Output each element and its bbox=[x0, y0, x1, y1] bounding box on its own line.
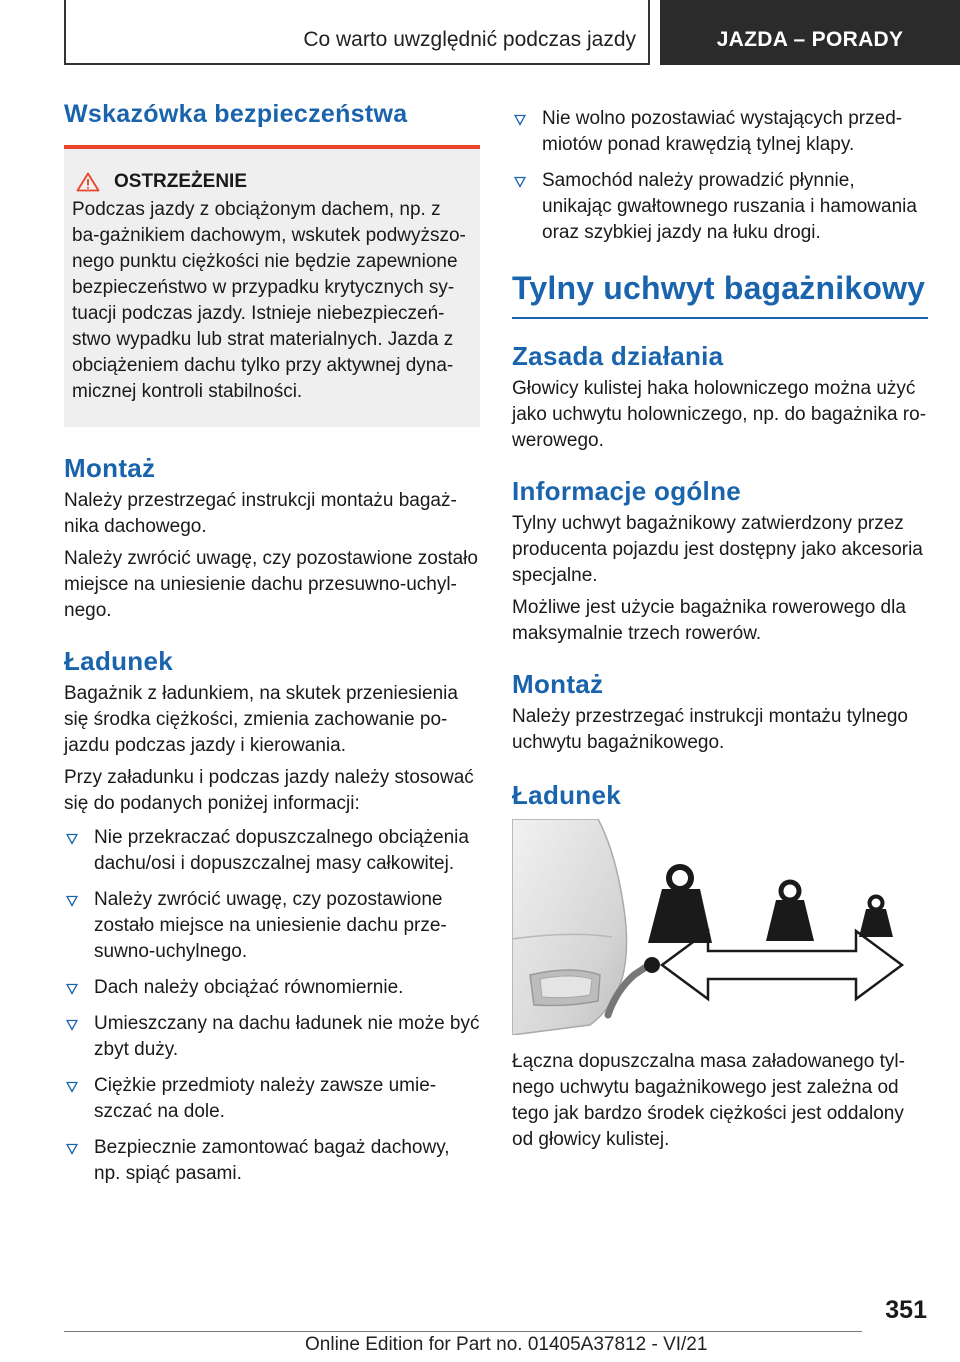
bullet-triangle-icon bbox=[66, 1143, 78, 1155]
load-illustration bbox=[512, 819, 928, 1035]
weight-large-icon bbox=[648, 867, 712, 943]
bullet-triangle-icon bbox=[66, 895, 78, 907]
warning-label: OSTRZEŻENIE bbox=[114, 171, 248, 192]
footer-divider bbox=[64, 1331, 862, 1332]
load-paragraph-right: Łączna dopuszczalna masa załadowanego tyl-nego uchwytu bagażnikowego jest zależna od tego jak bardzo środek ciężkości jest oddalony od głowicy kulistej. bbox=[512, 1051, 905, 1150]
bullet-triangle-icon bbox=[66, 833, 78, 845]
load-title-right: Ładunek bbox=[512, 780, 622, 810]
warning-header bbox=[72, 171, 470, 193]
list-item: Bezpiecznie zamontować bagaż dachowy, np. spiąć pasami. bbox=[64, 1135, 480, 1187]
load-title-left: Ładunek bbox=[64, 646, 174, 676]
list-item: Nie przekraczać dopuszczalnego obciążenia dachu/osi i dopuszczalnej masy całkowitej. bbox=[64, 825, 480, 877]
general-paragraph-2: Możliwe jest użycie bagażnika rowerowego dla maksymalnie trzech rowerów. bbox=[512, 597, 906, 644]
car-bumper-image bbox=[512, 819, 660, 1035]
chapter-title: Co warto uwzględnić podczas jazdy bbox=[303, 28, 636, 51]
list-item: Należy zwrócić uwagę, czy pozostawione zostało miejsce na uniesienie dachu prze-suwno-uchylnego. bbox=[64, 887, 480, 965]
weight-small-icon bbox=[859, 897, 893, 938]
right-column bbox=[512, 100, 928, 1159]
bullet-triangle-icon bbox=[66, 1019, 78, 1031]
warning-triangle-icon bbox=[76, 172, 100, 192]
load-illustration-graphic bbox=[512, 819, 928, 1035]
list-item: Ciężkie przedmioty należy zawsze umie-szczać na dole. bbox=[64, 1073, 480, 1125]
edition-footer: Online Edition for Part no. 01405A37812 - VI/21 bbox=[305, 1334, 708, 1355]
warning-text: Podczas jazdy z obciążonym dachem, np. z ba-gażnikiem dachowym, wskutek podwyższo-nego punktu ciężkości nie będzie zapewnione bezpieczeństwo w przypadku krytycznych sy-tuacji podczas jazdy. Istnieje niebezpieczeń-stwo wypadku lub strat materialnych. Jazda z obciążeniem dachu tylko przy aktywnej dyna-micznej kontroli stabilności. bbox=[72, 199, 466, 402]
load-paragraph-2: Przy załadunku i podczas jazdy należy stosować się do podanych poniżej informacji: bbox=[64, 767, 474, 814]
bullet-triangle-icon bbox=[514, 176, 526, 188]
tow-ball bbox=[644, 957, 660, 973]
page-header bbox=[64, 0, 960, 65]
principle-title: Zasada działania bbox=[512, 341, 724, 371]
section-tab bbox=[660, 0, 960, 65]
general-paragraph-1: Tylny uchwyt bagażnikowy zatwierdzony przez producenta pojazdu jest dostępny jako akcesoria specjalne. bbox=[512, 513, 923, 586]
weight-medium-icon bbox=[766, 882, 814, 941]
chapter-header-box bbox=[64, 0, 650, 65]
mount-paragraph-right: Należy przestrzegać instrukcji montażu tylnego uchwytu bagażnikowego. bbox=[512, 706, 909, 753]
load-bullet-list bbox=[64, 825, 480, 1187]
mount-title-right: Montaż bbox=[512, 669, 604, 699]
list-item: Dach należy obciążać równomiernie. bbox=[64, 975, 480, 1001]
bullet-triangle-icon bbox=[66, 1081, 78, 1093]
mount-title-left: Montaż bbox=[64, 453, 156, 483]
list-item: Umieszczany na dachu ładunek nie może być zbyt duży. bbox=[64, 1011, 480, 1063]
principle-paragraph: Głowicy kulistej haka holowniczego można użyć jako uchwytu holowniczego, np. do bagażnika ro-werowego. bbox=[512, 378, 927, 451]
list-item: Samochód należy prowadzić płynnie, unikając gwałtownego ruszania i hamowania oraz szybkiej jazdy na łuku drogi. bbox=[512, 168, 928, 246]
bullet-triangle-icon bbox=[66, 983, 78, 995]
left-column bbox=[64, 100, 480, 1197]
main-section-title: Tylny uchwyt bagażnikowy bbox=[512, 270, 928, 319]
drive-bullet-list bbox=[512, 106, 928, 246]
mount-paragraph-1: Należy przestrzegać instrukcji montażu bagaż-nika dachowego. bbox=[64, 490, 457, 537]
mount-paragraph-2: Należy zwrócić uwagę, czy pozostawione zostało miejsce na uniesienie dachu przesuwno-uchyl-nego. bbox=[64, 548, 478, 621]
section-tab-label: JAZDA – PORADY bbox=[716, 28, 904, 51]
warning-box bbox=[64, 145, 480, 427]
load-paragraph-1: Bagażnik z ładunkiem, na skutek przeniesienia się środka ciężkości, zmienia zachowanie po-jazdu podczas jazdy i kierowania. bbox=[64, 683, 458, 756]
page-number: 351 bbox=[885, 1296, 927, 1324]
general-title: Informacje ogólne bbox=[512, 476, 742, 506]
bullet-triangle-icon bbox=[514, 114, 526, 126]
list-item: Nie wolno pozostawiać wystających przed-miotów ponad krawędzią tylnej klapy. bbox=[512, 106, 928, 158]
safety-title: Wskazówka bezpieczeństwa bbox=[64, 100, 408, 128]
